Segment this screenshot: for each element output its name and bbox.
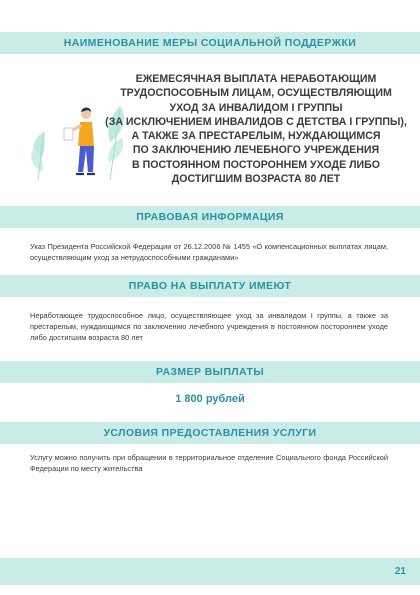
right-text: Неработающее трудоспособное лицо, осуществляющее уход за инвалидом I группы, а также за престарелым, нуждающимся по заключению лечебного учреждения в постоянном постороннем уходе либо достигшим возраста 80 лет bbox=[30, 311, 388, 342]
right-title: ПРАВО НА ВЫПЛАТУ ИМЕЮТ bbox=[128, 280, 292, 292]
conditions-text: Услугу можно получить при обращении в территориальное отделение Социального фонда Российской Федерации по месту жительства bbox=[30, 453, 388, 473]
legal-text: Указ Президента Российской Федерации от 26.12.2006 № 1455 «О компенсационных выплатах лицам, осуществляющим уход за нетрудоспособными гражданами» bbox=[30, 242, 388, 262]
measure-title-band bbox=[0, 32, 420, 54]
page-number: 21 bbox=[394, 566, 406, 577]
amount-value: 1 800 рублей bbox=[175, 393, 245, 405]
conditions-title: УСЛОВИЯ ПРЕДОСТАВЛЕНИЯ УСЛУГИ bbox=[103, 427, 317, 439]
amount-title: РАЗМЕР ВЫПЛАТЫ bbox=[155, 366, 265, 378]
conditions-title-band bbox=[0, 422, 420, 444]
measure-description: ЕЖЕМЕСЯЧНАЯ ВЫПЛАТА НЕРАБОТАЮЩИМ ТРУДОСПОСОБНЫМ ЛИЦАМ, ОСУЩЕСТВЛЯЮЩИМ УХОД ЗА ИНВАЛИДОМ I ГРУППЫ (ЗА ИСКЛЮЧЕНИЕМ ИНВАЛИДОВ С ДЕТСТВА I ГРУППЫ), А ТАКЖЕ ЗА ПРЕСТАРЕЛЫМ, НУЖДАЮЩИМСЯ ПО ЗАКЛЮЧЕНИЮ ЛЕЧЕБНОГО УЧРЕЖДЕНИЯ В ПОСТОЯННОМ ПОСТОРОННЕМ УХОДЕ ЛИБО ДОСТИГШИМ ВОЗРАСТА 80 ЛЕТ bbox=[105, 73, 407, 186]
measure-title: НАИМЕНОВАНИЕ МЕРЫ СОЦИАЛЬНОЙ ПОДДЕРЖКИ bbox=[63, 37, 357, 49]
amount-title-band bbox=[0, 361, 420, 383]
legal-title: ПРАВОВАЯ ИНФОРМАЦИЯ bbox=[136, 211, 284, 223]
legal-title-band bbox=[0, 206, 420, 228]
footer-band bbox=[0, 558, 420, 585]
right-title-band bbox=[0, 275, 420, 297]
